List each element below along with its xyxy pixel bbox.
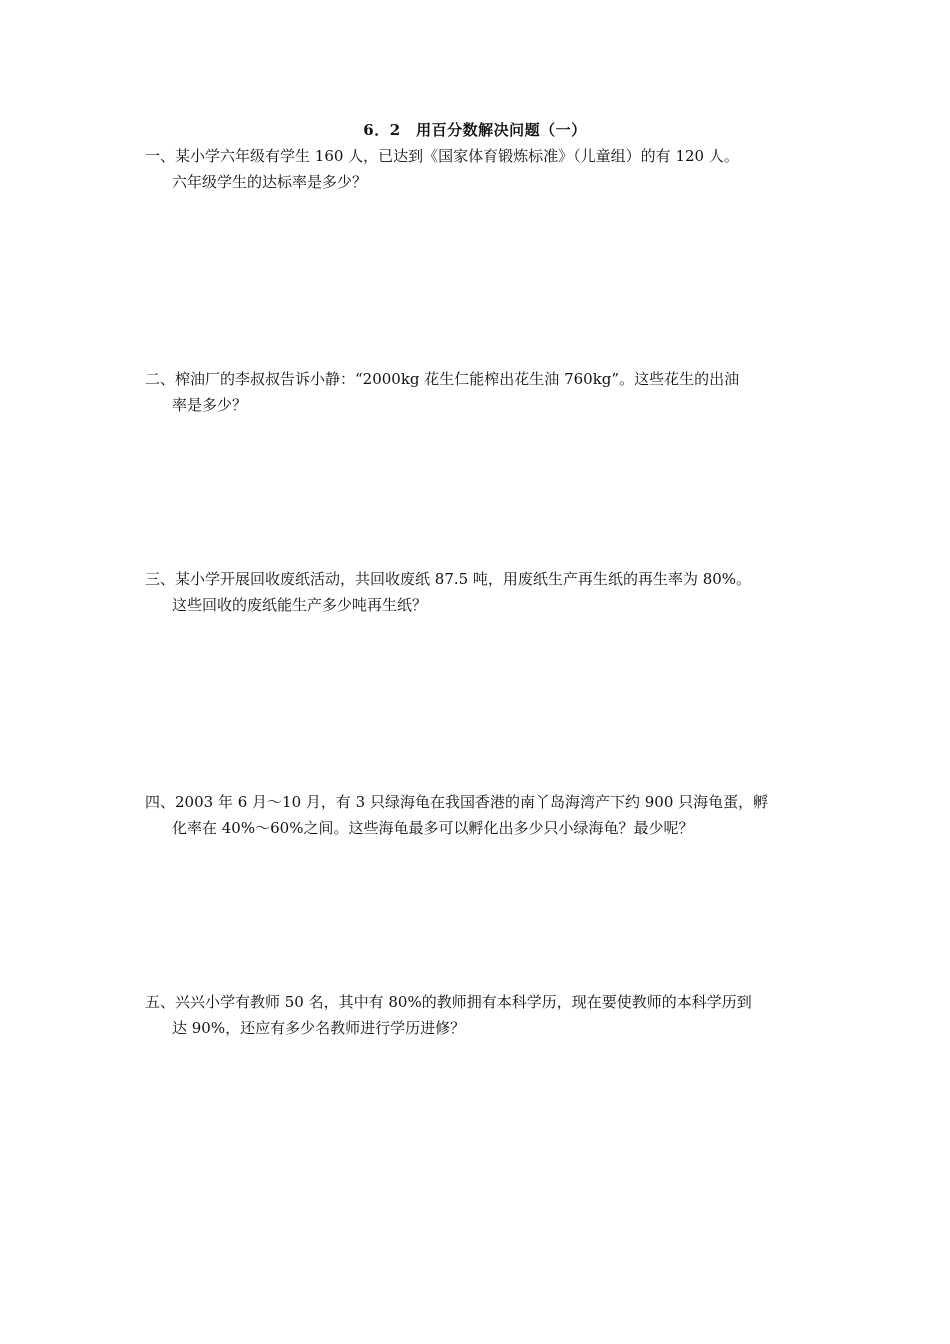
question-2-line-2: 率是多少？ (172, 396, 248, 414)
question-4-line-2: 化率在 40%～60%之间。这些海龟最多可以孵化出多少只小绿海龟？最少呢？ (172, 819, 694, 837)
question-1 (145, 143, 810, 195)
page-title: 6．2 用百分数解决问题（一） (363, 121, 587, 139)
question-2-line-1: 二、榨油厂的李叔叔告诉小静：“2000kg 花生仁能榨出花生油 760kg”。这些花生的出油 (145, 370, 740, 388)
question-5 (145, 989, 810, 1041)
question-2 (145, 366, 810, 418)
question-4-line-1: 四、2003 年 6 月～10 月，有 3 只绿海龟在我国香港的南丫岛海湾产下约 900 只海龟蛋，孵 (145, 793, 769, 811)
question-3-line-2: 这些回收的废纸能生产多少吨再生纸？ (172, 596, 428, 614)
question-3-line-1: 三、某小学开展回收废纸活动，共回收废纸 87.5 吨，用废纸生产再生纸的再生率为 80%。 (145, 570, 752, 588)
question-4 (145, 789, 810, 841)
question-5-line-2: 达 90%，还应有多少名教师进行学历进修？ (172, 1019, 466, 1037)
question-3 (145, 566, 810, 618)
question-5-line-1: 五、兴兴小学有教师 50 名，其中有 80%的教师拥有本科学历，现在要使教师的本科学历到 (145, 993, 752, 1011)
question-1-line-1: 一、某小学六年级有学生 160 人，已达到《国家体育锻炼标准》（儿童组）的有 120 人。 (145, 147, 739, 165)
question-1-line-2: 六年级学生的达标率是多少？ (172, 173, 368, 191)
